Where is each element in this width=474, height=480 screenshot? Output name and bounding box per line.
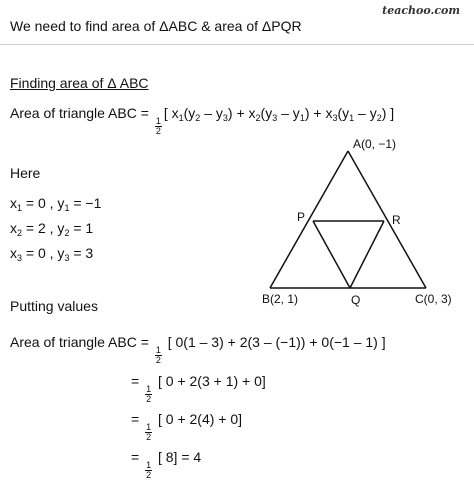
- formula-part: ) ]: [381, 105, 395, 121]
- step-prefix: Area of triangle ABC =: [10, 334, 153, 350]
- subscript: 2: [64, 228, 70, 238]
- var-value: = 1: [69, 220, 94, 236]
- formula-part: (y: [260, 105, 273, 121]
- subscript: 2: [195, 113, 201, 123]
- subscript: 1: [178, 113, 184, 123]
- step-expression: [ 0(1 – 3) + 2(3 – (−1)) + 0(−1 – 1) ]: [163, 334, 386, 350]
- formula-part: ) + x: [227, 105, 256, 121]
- subscript: 2: [17, 228, 23, 238]
- subscript: 3: [222, 113, 228, 123]
- subscript: 3: [17, 253, 23, 263]
- step-expression: [ 0 + 2(3 + 1) + 0]: [154, 373, 266, 389]
- subscript: 1: [299, 113, 305, 123]
- step-prefix: =: [131, 411, 144, 427]
- formula-part: – y: [200, 105, 223, 121]
- var-value: = 3: [69, 245, 94, 261]
- label-b: B(2, 1): [262, 292, 299, 306]
- var-value: = 2 , y: [22, 220, 65, 236]
- subscript: 2: [376, 113, 382, 123]
- subscript: 3: [272, 113, 278, 123]
- var-x: x: [10, 220, 17, 236]
- var-value: = 0 , y: [22, 245, 65, 261]
- side-rq: [350, 221, 384, 288]
- section-title: Finding area of Δ ABC: [10, 75, 149, 91]
- subscript: 1: [64, 203, 70, 213]
- subscript: 1: [349, 113, 355, 123]
- label-c: C(0, 3): [415, 292, 452, 306]
- here-label: Here: [10, 165, 41, 181]
- subscript: 1: [17, 203, 23, 213]
- var-value: = −1: [69, 195, 102, 211]
- label-r: R: [392, 213, 401, 227]
- teachoo-logo: teachoo.com: [382, 4, 460, 17]
- formula-prefix: Area of triangle ABC =: [10, 105, 153, 121]
- label-p: P: [297, 210, 306, 224]
- fraction-numerator: 1: [146, 422, 152, 432]
- var-x: x: [10, 245, 17, 261]
- label-a: A(0, −1): [353, 137, 397, 151]
- fraction-numerator: 1: [155, 345, 161, 355]
- subscript: 2: [255, 113, 261, 123]
- step-prefix: =: [131, 373, 144, 389]
- step-expression: [ 0 + 2(4) + 0]: [154, 411, 243, 427]
- fraction-numerator: 1: [155, 116, 161, 126]
- step-expression: [ 8] = 4: [154, 449, 202, 465]
- formula-part: ) + x: [304, 105, 333, 121]
- fraction-denominator: 2: [155, 355, 161, 365]
- fraction-denominator: 2: [146, 394, 152, 404]
- fraction-denominator: 2: [155, 126, 161, 136]
- formula-part: [ x: [163, 105, 179, 121]
- fraction-denominator: 2: [146, 470, 152, 480]
- var-value: = 0 , y: [22, 195, 65, 211]
- formula-part: (y: [183, 105, 196, 121]
- heading: We need to find area of ΔABC & area of ΔPQR: [10, 18, 302, 34]
- label-q: Q: [351, 293, 361, 307]
- fraction-numerator: 1: [146, 460, 152, 470]
- side-ab: [270, 151, 348, 288]
- formula-part: – y: [354, 105, 377, 121]
- formula-part: – y: [277, 105, 300, 121]
- var-x: x: [10, 195, 17, 211]
- side-pq: [313, 221, 350, 288]
- putting-values-label: Putting values: [10, 298, 98, 314]
- subscript: 3: [332, 113, 338, 123]
- formula-part: (y: [337, 105, 350, 121]
- step-prefix: =: [131, 449, 144, 465]
- fraction-numerator: 1: [146, 384, 152, 394]
- subscript: 3: [64, 253, 70, 263]
- fraction-denominator: 2: [146, 432, 152, 442]
